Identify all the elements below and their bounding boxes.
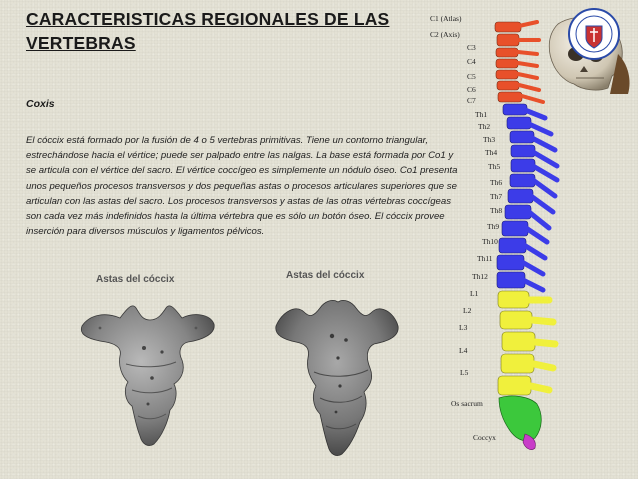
university-seal-icon: [568, 8, 620, 60]
coccyx-anterior-view: [81, 306, 214, 446]
label-th10: Th10: [482, 237, 498, 246]
coccyx-posterior-view: [276, 300, 398, 455]
label-l3: L3: [459, 323, 468, 332]
label-th1: Th1: [475, 110, 488, 119]
label-c4: C4: [467, 57, 476, 66]
sacrum: [499, 396, 541, 441]
coccyx-caption-left: Astas del cóccix: [96, 274, 175, 285]
label-l2: L2: [463, 306, 472, 315]
lumbar-vertebrae: [498, 291, 555, 395]
label-c5: C5: [467, 72, 476, 81]
label-c2: C2 (Axis): [430, 30, 460, 39]
label-th3: Th3: [483, 135, 496, 144]
cervical-vertebrae: [495, 22, 543, 102]
label-th9: Th9: [487, 222, 500, 231]
label-th6: Th6: [490, 178, 503, 187]
page-title: CARACTERISTICAS REGIONALES DE LAS VERTEBRAS: [26, 9, 390, 53]
label-c7: C7: [467, 96, 476, 105]
body-paragraph: El cóccix está formado por la fusión de 4 o 5 vertebras primitivas. Tiene un contorno triangular, estrechándose hacia el vértice; puede ser palpado entre las nalgas. La base está formada por Co1 y se articula con el vértice del sacro. El vértice coccígeo es simplemente un nódulo óseo. Co1 presenta unos pequeños procesos transversos y dos pequeñas astas o procesos articulares superiores que se articulan con las astas del sacro. Los procesos transversos y astas de las otras vértebras coccígeas son cada vez más indefinidos hasta la última vértebra que es sólo un botón óseo. El cóccix provee inserción para diversos músculos y ligamentos pélvicos.: [26, 135, 458, 238]
label-l1: L1: [470, 289, 479, 298]
label-sacrum: Os sacrum: [451, 399, 483, 408]
label-th11: Th11: [477, 254, 493, 263]
label-l5: L5: [460, 368, 469, 377]
label-th2: Th2: [478, 122, 491, 131]
coccyx-bones-illustration: [70, 268, 430, 478]
label-th12: Th12: [472, 272, 488, 281]
thoracic-vertebrae: [497, 104, 557, 290]
label-th8: Th8: [490, 206, 503, 215]
coccyx-caption-right: Astas del cóccix: [286, 270, 365, 281]
label-coccyx: Coccyx: [473, 433, 496, 442]
label-l4: L4: [459, 346, 468, 355]
label-th4: Th4: [485, 148, 498, 157]
label-c1: C1 (Atlas): [430, 14, 462, 23]
section-subtitle: Coxis: [26, 98, 55, 110]
label-c6: C6: [467, 85, 476, 94]
label-th5: Th5: [488, 162, 501, 171]
label-c3: C3: [467, 43, 476, 52]
coccyx-figure: [70, 268, 430, 478]
label-th7: Th7: [490, 192, 503, 201]
